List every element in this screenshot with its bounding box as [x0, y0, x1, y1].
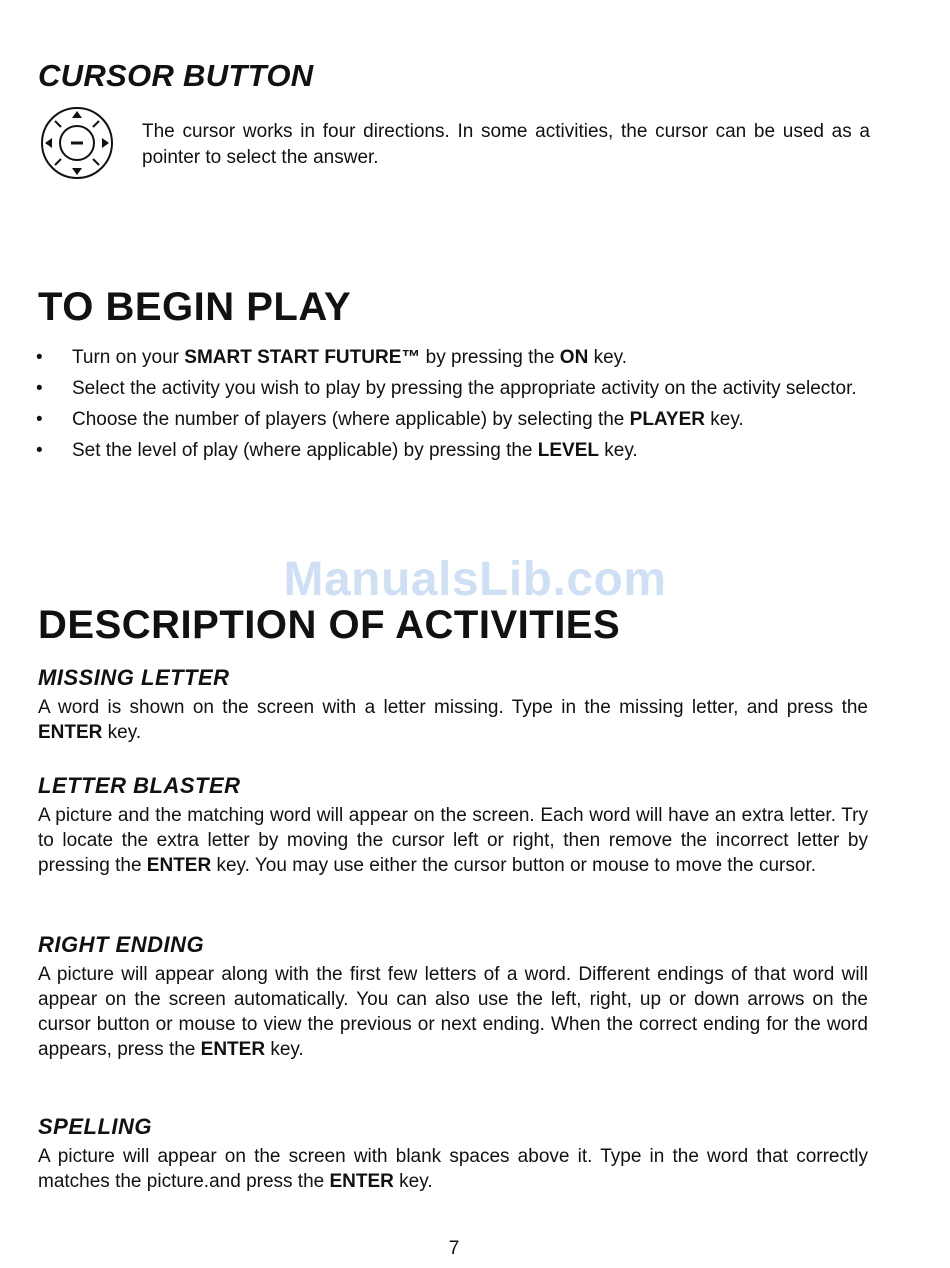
- bullet-text: Select the activity you wish to play by pressing the appropriate activity on the activity selector.: [72, 378, 857, 399]
- activity-missing-letter: [38, 665, 868, 745]
- activity-description: A word is shown on the screen with a letter missing. Type in the missing letter, and press the ENTER key.: [38, 697, 868, 743]
- activity-title: SPELLING: [38, 1114, 153, 1139]
- list-item: [36, 345, 870, 370]
- bullet-text: Turn on your: [72, 347, 185, 368]
- activity-description: A picture will appear on the screen with blank spaces above it. Type in the word that correctly matches the picture.and press the ENTER key.: [38, 1146, 868, 1192]
- activity-title: RIGHT ENDING: [38, 932, 205, 957]
- activity-spelling: [38, 1114, 868, 1194]
- key-name: LEVEL: [537, 440, 599, 461]
- activity-title: LETTER BLASTER: [38, 773, 241, 798]
- key-name: ENTER: [38, 722, 103, 743]
- activity-letter-blaster: [38, 773, 868, 878]
- list-item: [36, 438, 870, 463]
- cursor-description: The cursor works in four directions. In some activities, the cursor can be used as a pointer to select the answer.: [142, 121, 870, 168]
- bullet-text: key.: [704, 409, 744, 430]
- bullet-text: Set the level of play (where applicable) by pressing the: [72, 440, 538, 461]
- activity-description: A picture and the matching word will appear on the screen. Each word will have an extra letter. Try to locate the extra letter by moving the cursor left or right, then remove the incorrect letter by pressing the ENTER key. You may use either the cursor button or mouse to move the cursor.: [38, 805, 868, 876]
- bullet-icon: •: [36, 378, 43, 399]
- cursor-button-heading: CURSOR BUTTON: [38, 58, 314, 93]
- cursor-pad-icon: [38, 104, 116, 182]
- activity-right-ending: [38, 932, 868, 1062]
- bullet-text: Choose the number of players (where applicable) by selecting the: [72, 409, 630, 430]
- product-name: SMART START FUTURE™: [184, 347, 421, 368]
- bullet-icon: •: [36, 347, 43, 368]
- activity-description: A picture will appear along with the first few letters of a word. Different endings of that word will appear on the screen automatically. You can also use the left, right, up or down arrows on the cursor button or mouse to view the previous or next ending. When the correct ending for the word appears, press the ENTER key.: [38, 964, 868, 1060]
- begin-play-list: [36, 345, 870, 469]
- page-number: 7: [448, 1238, 460, 1259]
- key-name: ON: [559, 347, 589, 368]
- key-name: ENTER: [200, 1039, 266, 1060]
- bullet-icon: •: [36, 440, 43, 461]
- bullet-text: key.: [588, 347, 628, 368]
- key-name: ENTER: [329, 1171, 394, 1192]
- key-name: PLAYER: [629, 409, 705, 430]
- list-item: [36, 407, 870, 432]
- bullet-text: by pressing the: [420, 347, 560, 368]
- list-item: [36, 376, 870, 401]
- activity-title: MISSING LETTER: [38, 665, 230, 690]
- description-heading: DESCRIPTION OF ACTIVITIES: [38, 603, 621, 647]
- begin-play-heading: TO BEGIN PLAY: [38, 285, 352, 329]
- bullet-text: key.: [599, 440, 638, 461]
- key-name: ENTER: [146, 855, 212, 876]
- watermark: ManualsLib.com: [283, 553, 667, 606]
- bullet-icon: •: [36, 409, 43, 430]
